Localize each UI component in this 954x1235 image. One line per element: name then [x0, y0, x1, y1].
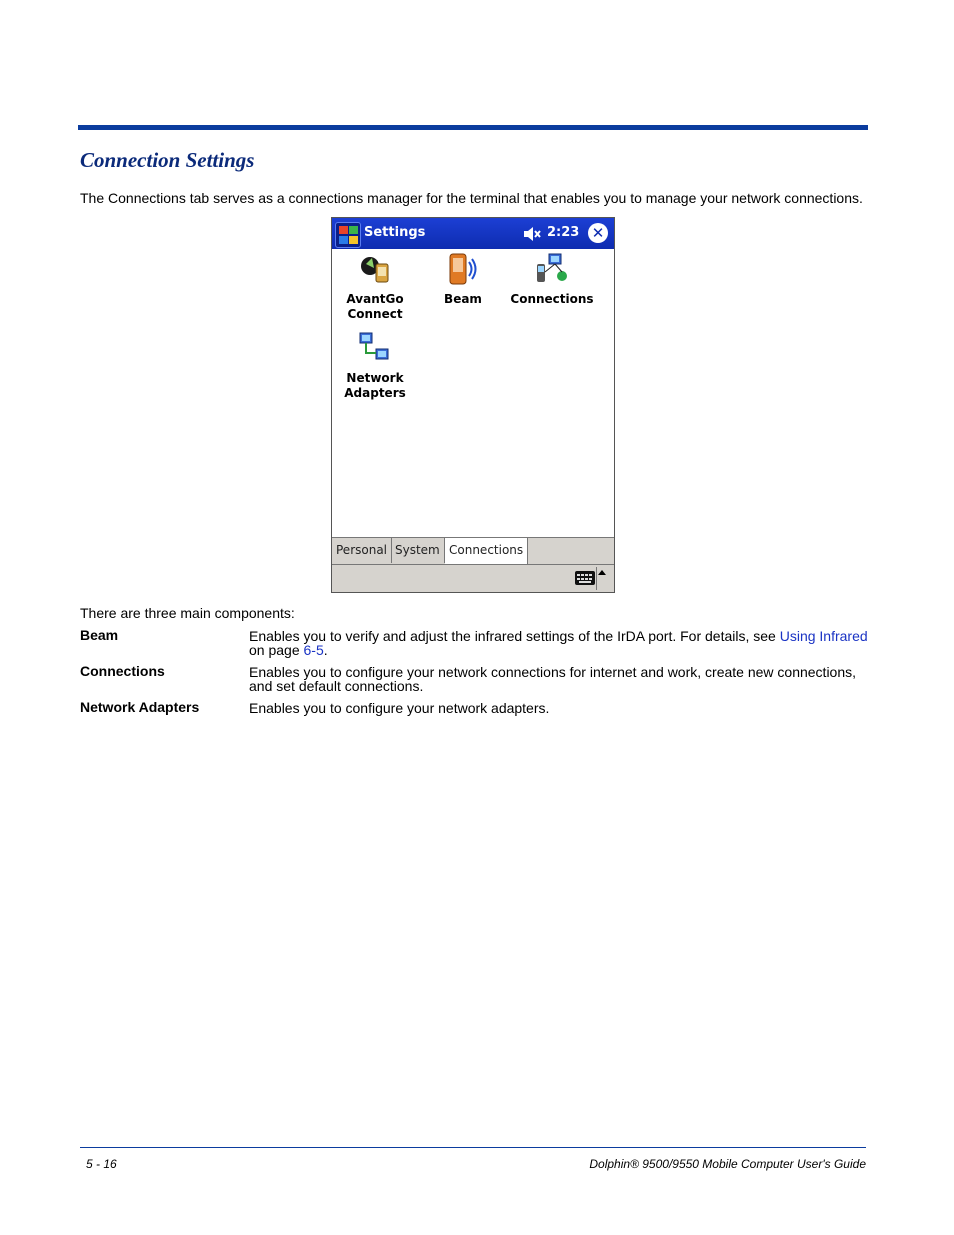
- app-connections[interactable]: [504, 252, 600, 307]
- avantgo-icon: [358, 252, 392, 286]
- tab-system[interactable]: System: [391, 538, 445, 563]
- footer-rule: [80, 1147, 866, 1148]
- app-avantgo-connect[interactable]: [338, 252, 412, 322]
- link-page[interactable]: 6-5: [303, 642, 324, 658]
- device-title: Settings: [364, 225, 426, 240]
- term-network-adapters: Network Adapters: [80, 699, 200, 715]
- def-text: Enables you to verify and adjust the infrared settings of the IrDA port. For details, see: [249, 628, 780, 644]
- guide-title: Dolphin® 9500/9550 Mobile Computer User's Guide: [589, 1157, 866, 1171]
- close-icon[interactable]: ✕: [588, 223, 608, 243]
- app-network-adapters[interactable]: [338, 331, 412, 401]
- app-label-line2: Connect: [347, 307, 403, 321]
- app-label-line2: Adapters: [344, 386, 406, 400]
- keyboard-icon[interactable]: [575, 571, 595, 585]
- clock[interactable]: 2:23: [547, 225, 580, 240]
- def-text: .: [323, 642, 328, 658]
- app-label-line1: AvantGo: [346, 292, 404, 306]
- beam-icon: [446, 252, 480, 286]
- top-rule: [78, 125, 868, 130]
- app-beam[interactable]: [428, 252, 498, 307]
- tab-personal[interactable]: Personal: [332, 538, 392, 563]
- device-title-bar: [332, 218, 614, 249]
- components-intro: There are three main components:: [80, 605, 295, 621]
- term-beam: Beam: [80, 627, 119, 643]
- term-connections: Connections: [80, 663, 165, 679]
- connections-icon: [535, 252, 569, 286]
- speaker-muted-icon[interactable]: [523, 226, 541, 242]
- def-network-adapters: Enables you to configure your network adapters.: [249, 700, 550, 716]
- def-connections: Enables you to configure your network connections for internet and work, create new connections, and set default connections.: [249, 664, 857, 694]
- separator: [596, 567, 597, 590]
- def-beam: [249, 629, 869, 657]
- input-panel-arrow-icon[interactable]: [598, 570, 606, 575]
- intro-paragraph: The Connections tab serves as a connections manager for the terminal that enables you to manage your network connections.: [80, 190, 863, 206]
- link-using-infrared[interactable]: Using Infrared: [779, 628, 868, 644]
- tab-bar: [332, 537, 614, 564]
- section-title: Connection Settings: [80, 148, 255, 172]
- page-number: 5 - 16: [86, 1157, 117, 1171]
- network-adapters-icon: [358, 331, 392, 365]
- command-bar: [332, 564, 614, 593]
- tab-connections[interactable]: Connections: [445, 538, 528, 564]
- app-label-line1: Network: [346, 371, 404, 385]
- def-text: on page: [249, 642, 304, 658]
- device-screenshot: [331, 217, 615, 593]
- app-label-line1: Beam: [444, 292, 482, 306]
- windows-start-icon[interactable]: [335, 222, 361, 248]
- app-label-line1: Connections: [510, 292, 594, 306]
